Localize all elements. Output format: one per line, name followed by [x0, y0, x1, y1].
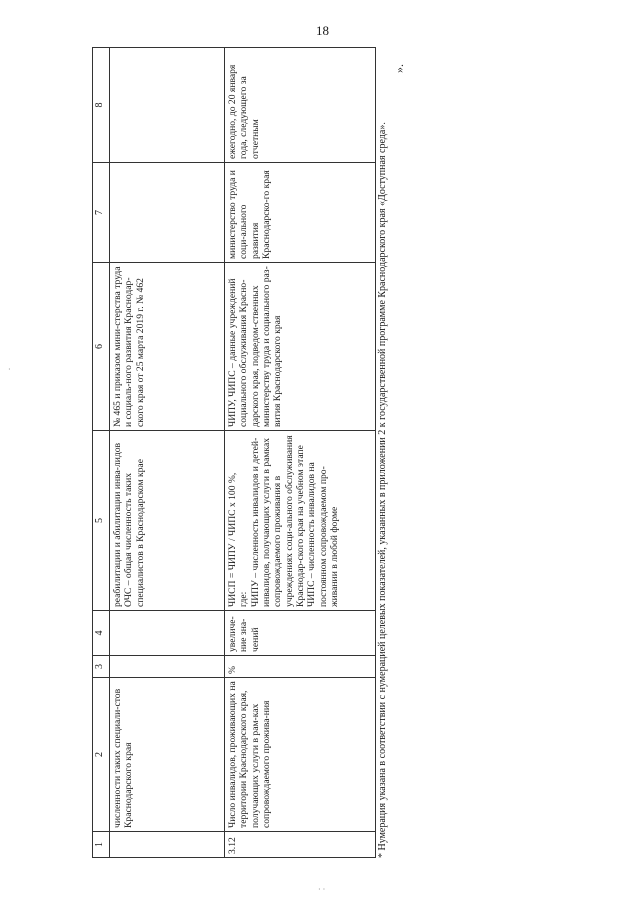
- table-cell: ЧИПУ, ЧИПС – данные учреждений социального обслуживания Красно-дарского края, подведом-ственных министерству труда и социального раз-вития Краснодарского края: [225, 263, 376, 431]
- rotated-page-content: [92, 48, 412, 858]
- header-cell: 3: [93, 656, 110, 678]
- table-cell: увеличе-ние зна-чений: [225, 611, 376, 656]
- indicators-table: [92, 47, 376, 858]
- table-cell: ЧИСП = ЧИПУ / ЧИПС x 100 %, где: ЧИПУ – численность инвалидов и детей-инвалидов, получающих услуги в рамках сопровождаемого проживания в учреждениях соци-ального обслуживания Краснодар-ского края на учебном этапе ЧИПС – численность инвалидов на постоянном сопровождаемом про-живании в любой форме: [225, 431, 376, 611]
- header-cell: 5: [93, 431, 110, 611]
- table-cell: № 465 и приказом мини-стерства труда и социаль-ного развития Краснодар-ского края от 25 марта 2019 г. № 462: [110, 263, 225, 431]
- table-cell: [110, 656, 225, 678]
- table-cell: реабилитации и абилитации инва-лидов ОЧС – общая численность таких специалистов в Краснодарском крае: [110, 431, 225, 611]
- table-cell: Число инвалидов, проживающих на территории Краснодарского края, получающих услуги в рам-ках сопровождаемого прожива-ния: [225, 678, 376, 832]
- table-cell: [110, 48, 225, 163]
- table-cell: министерство труда и соци-ального развития Краснодарско-го края: [225, 163, 376, 263]
- table-row: [110, 48, 225, 858]
- scan-speck: ·: [8, 365, 11, 374]
- table-cell: %: [225, 656, 376, 678]
- table-header-row: [93, 48, 110, 858]
- table-cell: 3.12: [225, 832, 376, 858]
- footnote: * Нумерация указана в соответствии с нумерацией целевых показателей, указанных в приложении 2 к государственной программе Краснодарского края «Доступная среда».: [377, 122, 388, 858]
- page-number: 18: [316, 23, 329, 38]
- table-row: [225, 48, 376, 858]
- table-cell: ежегодно, до 20 января года, следующего за отчетным: [225, 48, 376, 163]
- header-cell: 7: [93, 163, 110, 263]
- header-cell: 6: [93, 263, 110, 431]
- table-cell: [110, 163, 225, 263]
- header-cell: 1: [93, 832, 110, 858]
- table-cell: [110, 611, 225, 656]
- table-cell: [110, 832, 225, 858]
- table-cell: численности таких специали-стов Краснодарского края: [110, 678, 225, 832]
- header-cell: 4: [93, 611, 110, 656]
- scan-speck: · ·: [318, 885, 326, 894]
- header-cell: 8: [93, 48, 110, 163]
- closing-quote-mark: ».: [392, 64, 406, 73]
- header-cell: 2: [93, 678, 110, 832]
